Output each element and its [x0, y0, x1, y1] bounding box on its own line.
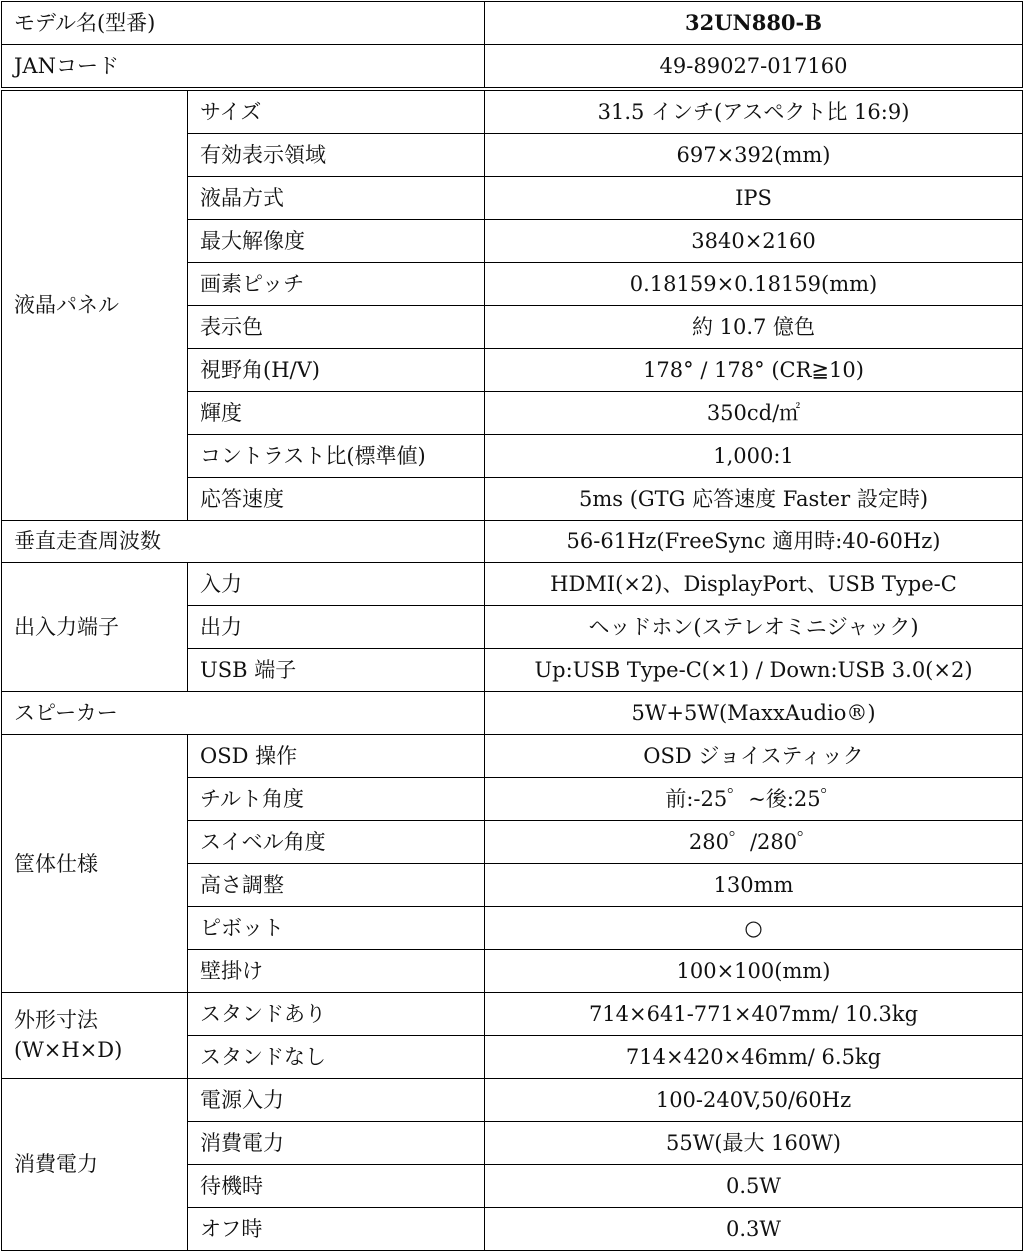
row-value: 178° / 178° (CR≧10): [485, 348, 1023, 391]
row-label: 画素ピッチ: [188, 262, 485, 305]
row-value: 約 10.7 億色: [485, 305, 1023, 348]
row-value: 714×420×46mm/ 6.5kg: [485, 1035, 1023, 1078]
row-panel-size: [2, 89, 1023, 133]
speaker-value: 5W+5W(MaxxAudio®): [485, 692, 1023, 735]
row-label: 電源入力: [188, 1078, 485, 1121]
row-label: 液晶方式: [188, 176, 485, 219]
row-label: 入力: [188, 563, 485, 606]
dimensions-label-line1: 外形寸法: [14, 1008, 98, 1033]
row-label: 有効表示領域: [188, 133, 485, 176]
row-label: スイベル角度: [188, 821, 485, 864]
row-vertical-frequency: [2, 520, 1023, 563]
row-label: 出力: [188, 606, 485, 649]
row-value: 130mm: [485, 864, 1023, 907]
row-label: 最大解像度: [188, 219, 485, 262]
row-value: 714×641-771×407mm/ 10.3kg: [485, 992, 1023, 1035]
row-speaker: [2, 692, 1023, 735]
group-label-dimensions: [2, 992, 188, 1078]
row-label: オフ時: [188, 1207, 485, 1250]
row-label: チルト角度: [188, 778, 485, 821]
dimensions-label-line2: (W×H×D): [14, 1038, 123, 1063]
row-value: 0.3W: [485, 1207, 1023, 1250]
row-value: 280゜/280゜: [485, 821, 1023, 864]
model-value: 32UN880-B: [485, 2, 1023, 45]
spec-table: [1, 1, 1023, 1251]
row-label: 視野角(H/V): [188, 348, 485, 391]
row-label: ピボット: [188, 907, 485, 950]
row-value: HDMI(×2)、DisplayPort、USB Type-C: [485, 563, 1023, 606]
row-label: 応答速度: [188, 477, 485, 520]
row-label: 高さ調整: [188, 864, 485, 907]
row-value: 350cd/㎡: [485, 391, 1023, 434]
row-value: OSD ジョイスティック: [485, 735, 1023, 778]
row-value: 1,000:1: [485, 434, 1023, 477]
row-value: 697×392(mm): [485, 133, 1023, 176]
row-value: 55W(最大 160W): [485, 1121, 1023, 1164]
row-power-input: [2, 1078, 1023, 1121]
group-label-io: 出入力端子: [2, 563, 188, 692]
row-label: 待機時: [188, 1164, 485, 1207]
row-value: IPS: [485, 176, 1023, 219]
vertical-frequency-value: 56-61Hz(FreeSync 適用時:40-60Hz): [485, 520, 1023, 563]
row-value: 100-240V,50/60Hz: [485, 1078, 1023, 1121]
row-value: ヘッドホン(ステレオミニジャック): [485, 606, 1023, 649]
row-label: 消費電力: [188, 1121, 485, 1164]
row-dimensions-with-stand: [2, 992, 1023, 1035]
row-label: 輝度: [188, 391, 485, 434]
row-model: [2, 2, 1023, 45]
row-value: 3840×2160: [485, 219, 1023, 262]
row-label: サイズ: [188, 89, 485, 133]
vertical-frequency-label: 垂直走査周波数: [2, 520, 485, 563]
group-label-chassis: 筐体仕様: [2, 735, 188, 993]
row-value: 0.5W: [485, 1164, 1023, 1207]
row-value: 前:-25゜~後:25゜: [485, 778, 1023, 821]
row-label: USB 端子: [188, 649, 485, 692]
row-label: スタンドあり: [188, 992, 485, 1035]
row-value: ○: [485, 907, 1023, 950]
row-label: コントラスト比(標準値): [188, 434, 485, 477]
speaker-label: スピーカー: [2, 692, 485, 735]
row-label: OSD 操作: [188, 735, 485, 778]
model-label: モデル名(型番): [2, 2, 485, 45]
row-value: 5ms (GTG 応答速度 Faster 設定時): [485, 477, 1023, 520]
group-label-panel: 液晶パネル: [2, 89, 188, 520]
jan-value: 49-89027-017160: [485, 44, 1023, 88]
row-label: 表示色: [188, 305, 485, 348]
row-value: 100×100(mm): [485, 950, 1023, 993]
row-io-input: [2, 563, 1023, 606]
row-label: スタンドなし: [188, 1035, 485, 1078]
row-value: 0.18159×0.18159(mm): [485, 262, 1023, 305]
row-chassis-osd: [2, 735, 1023, 778]
row-value: Up:USB Type-C(×1) / Down:USB 3.0(×2): [485, 649, 1023, 692]
jan-label: JANコード: [2, 44, 485, 88]
row-value: 31.5 インチ(アスペクト比 16:9): [485, 89, 1023, 133]
row-jan: [2, 44, 1023, 88]
row-label: 壁掛け: [188, 950, 485, 993]
group-label-power: 消費電力: [2, 1078, 188, 1250]
